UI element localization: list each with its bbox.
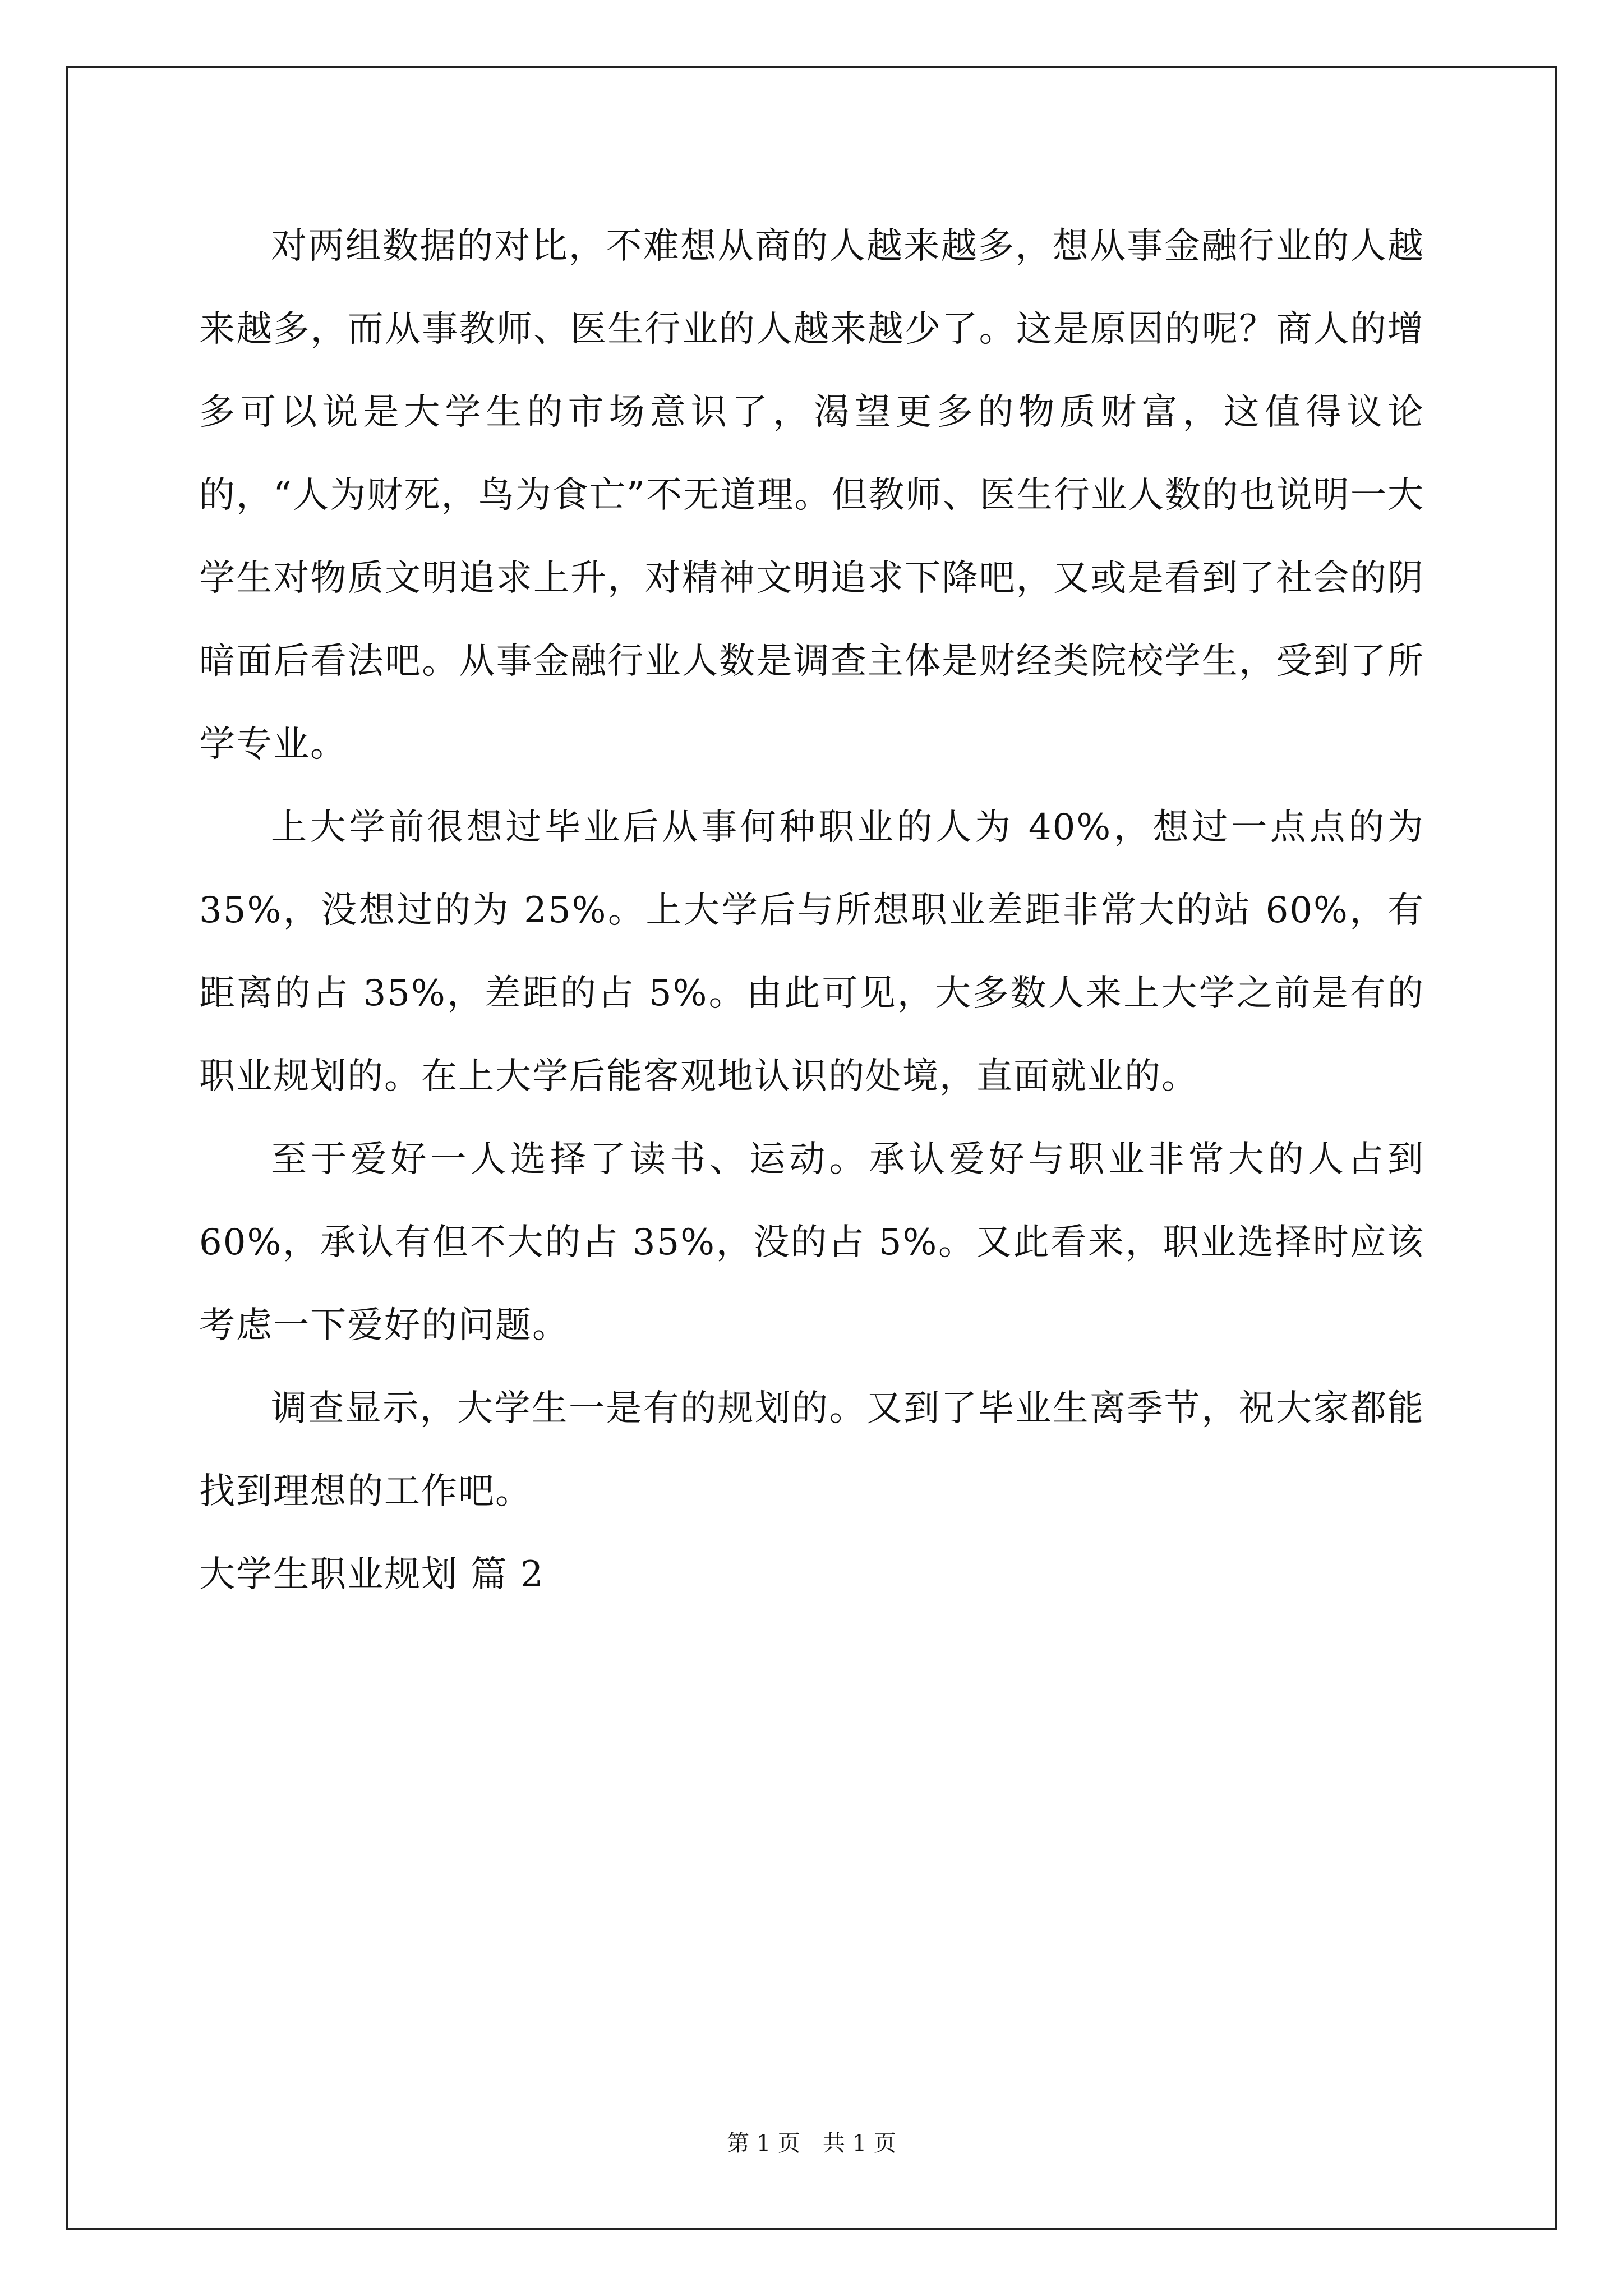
document-body: [199, 205, 1424, 1616]
section-heading: 大学生职业规划 篇 2: [199, 1554, 545, 1595]
paragraph-2: 上大学前很想过毕业后从事何种职业的人为 40%，想过一点点的为 35%，没想过的为 25%。上大学后与所想职业差距非常大的站 60%，有距离的占 35%，差距的占 5%。由此可见，大多数人来上大学之前是有的职业规划的。在上大学后能客观地认识的处境，直面就业的。: [199, 807, 1424, 1097]
paragraph-4: 调查显示，大学生一是有的规划的。又到了毕业生离季节，祝大家都能找到理想的工作吧。: [199, 1388, 1424, 1512]
page-number: 第 1 页: [727, 2131, 800, 2156]
paragraph-3: 至于爱好一人选择了读书、运动。承认爱好与职业非常大的人占到 60%，承认有但不大的占 35%，没的占 5%。又此看来，职业选择时应该考虑一下爱好的问题。: [199, 1139, 1424, 1346]
paragraph-1: 对两组数据的对比，不难想从商的人越来越多，想从事金融行业的人越来越多，而从事教师、医生行业的人越来越少了。这是原因的呢？商人的增多可以说是大学生的市场意识了，渴望更多的物质财富，这值得议论的，“人为财死，鸟为食亡”不无道理。但教师、医生行业人数的也说明一大学生对物质文明追求上升，对精神文明追求下降吧，又或是看到了社会的阴暗面后看法吧。从事金融行业人数是调查主体是财经类院校学生，受到了所学专业。: [199, 226, 1424, 765]
page-footer: [0, 2129, 1623, 2157]
page-total: 共 1 页: [823, 2131, 896, 2156]
